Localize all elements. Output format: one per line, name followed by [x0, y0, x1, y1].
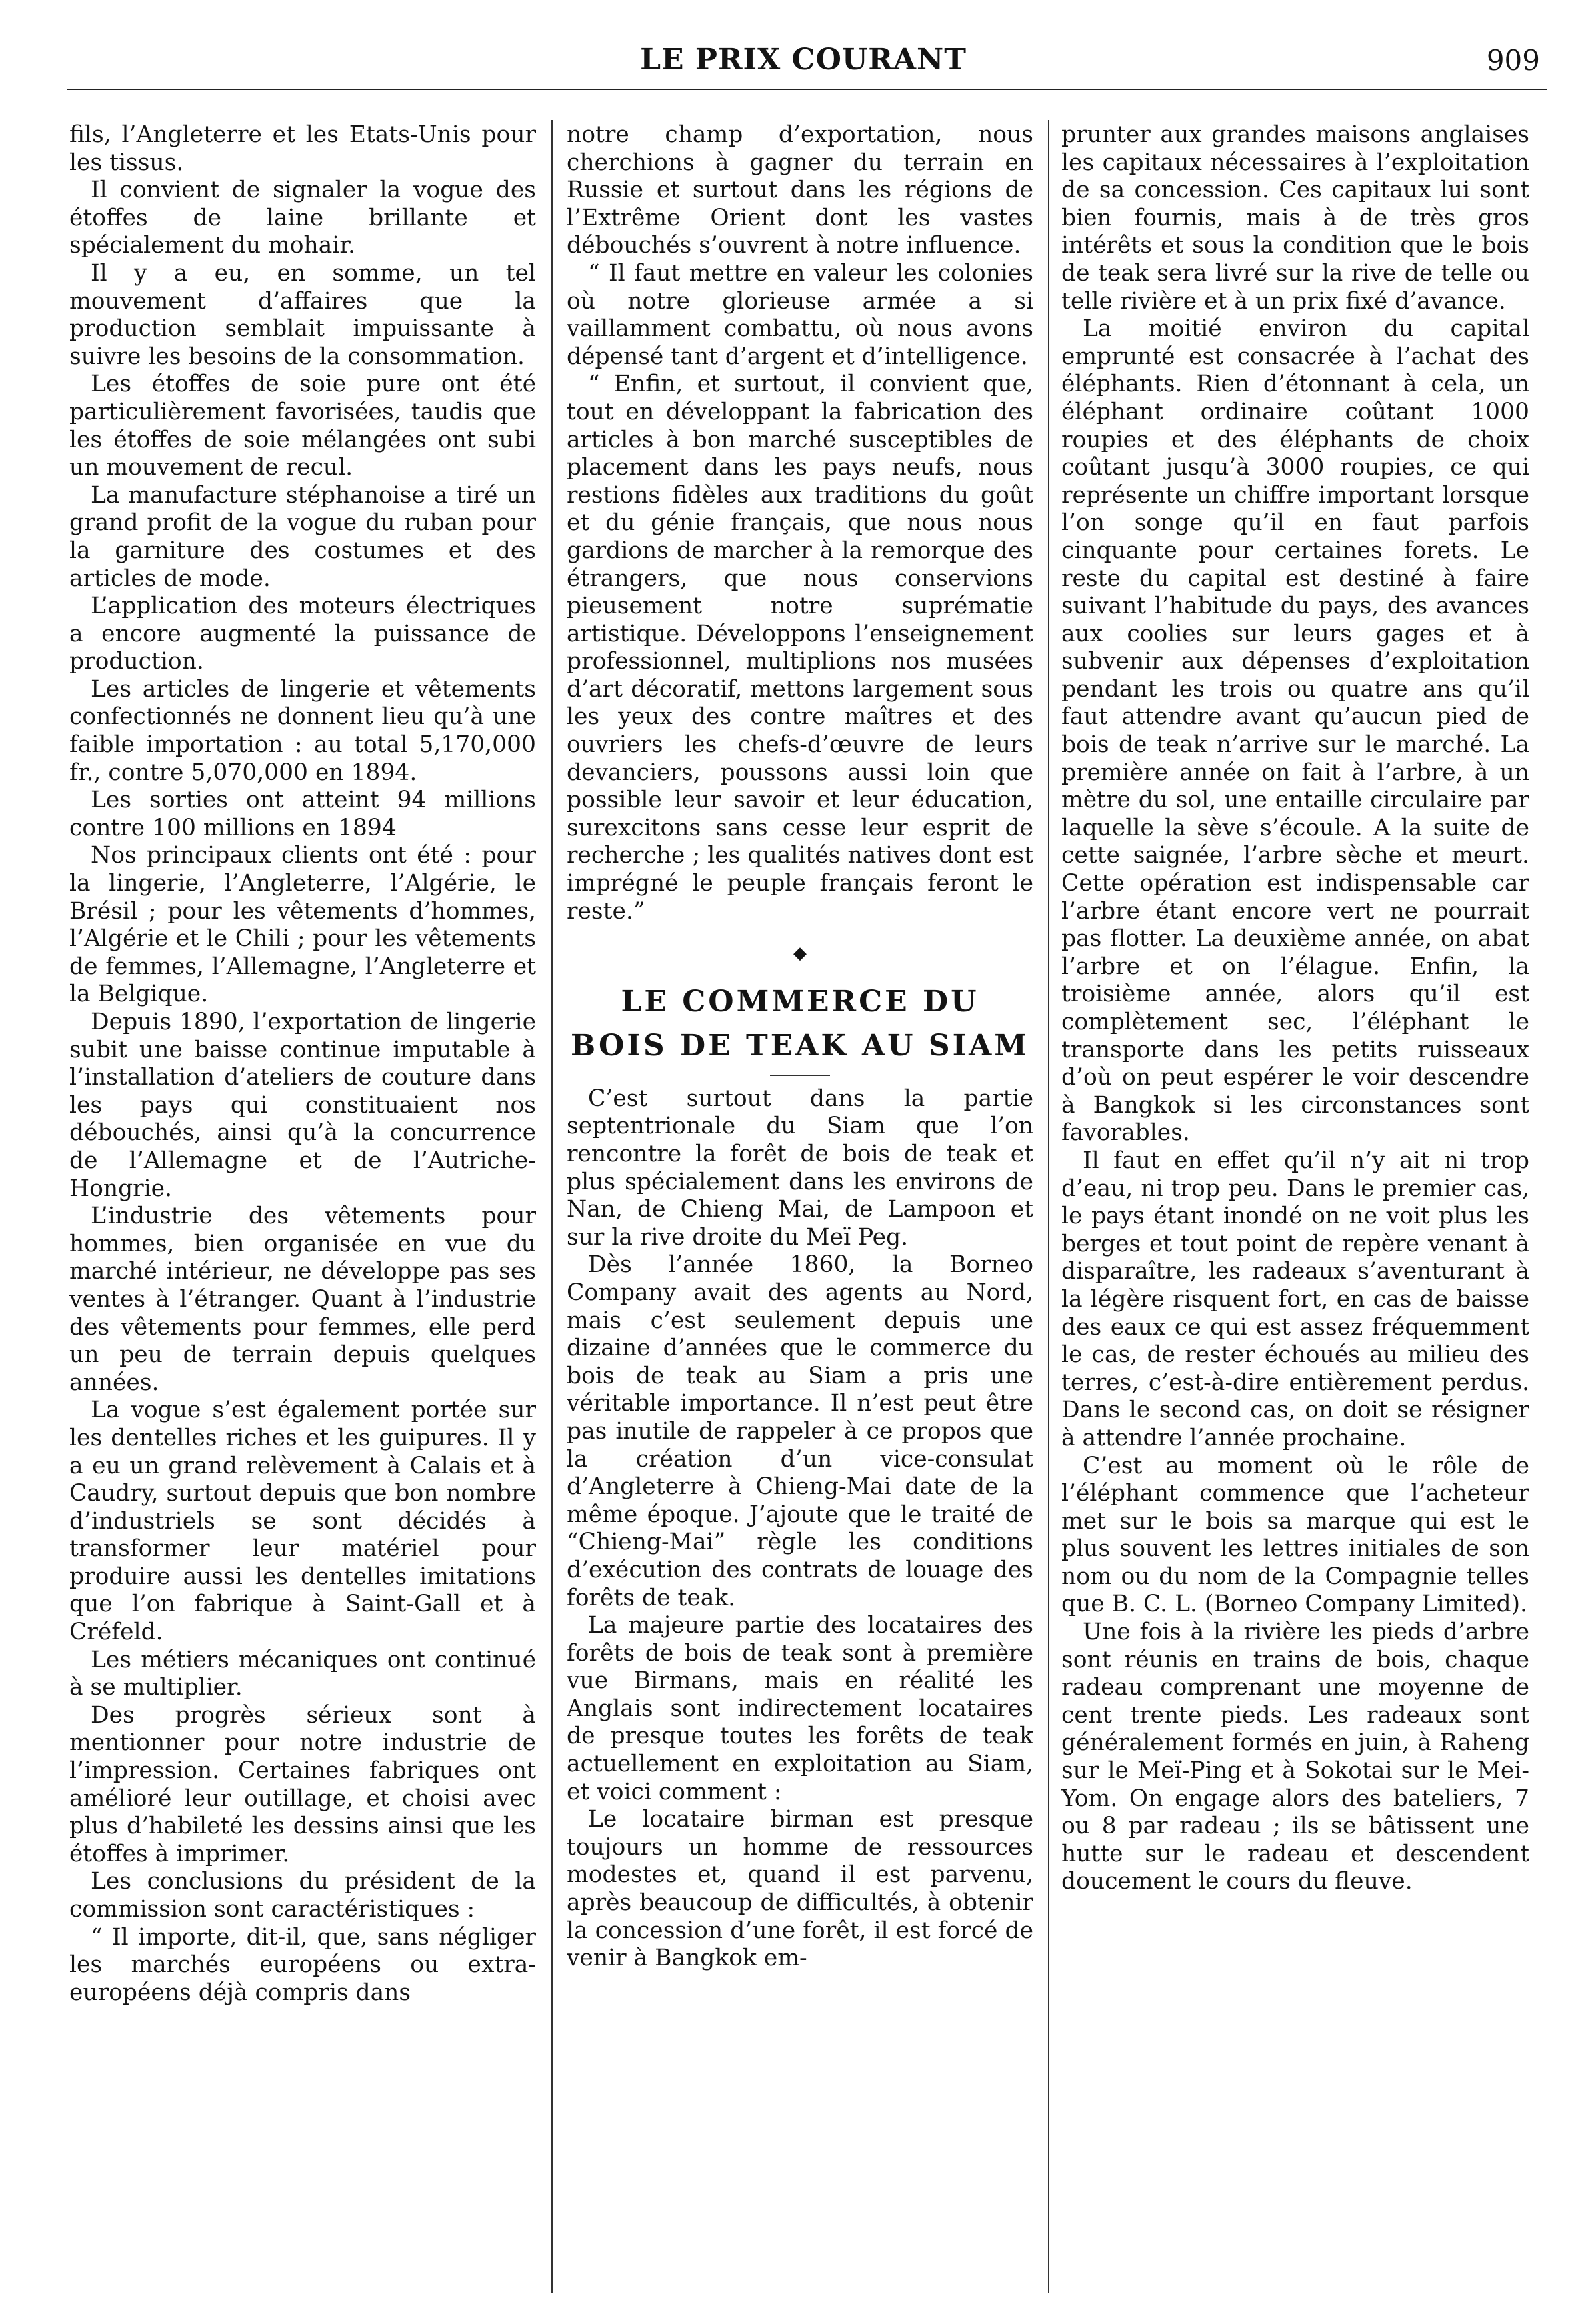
paragraph: Les métiers mécaniques ont continué à se multiplier. [69, 1646, 536, 1701]
paragraph: Une fois à la rivière les pieds d’arbre sont réunis en trains de bois, chaque radeau comprenant une moyenne de cent trente pieds. Les radeaux sont généralement formés en juin, à Raheng sur le Meï-Ping et à Sokotai sur le Mei-Yom. On engage alors des bateliers, 7 ou 8 par radeau ; ils se bâtissent une hutte sur le radeau et descendent doucement le cours du fleuve. [1061, 1619, 1529, 1895]
paragraph: prunter aux grandes maisons anglaises les capitaux nécessaires à l’exploitation de sa concession. Ces capitaux lui sont bien fournis, mais à de très gros intérêts et sous la condition que le bois de teak sera livré sur la rive de telle ou telle rivière et à un prix fixé d’avance. [1061, 121, 1529, 315]
paragraph: L’application des moteurs électriques a encore augmenté la puissance de production. [69, 593, 536, 675]
paragraph: “ Enfin, et surtout, il convient que, tout en développant la fabrication des articles à bon marché susceptibles de placement dans les pays neufs, nous restions fidèles aux traditions du goût et du génie français, que nous nous gardions de marcher à la remorque des étrangers, que nous conservions pieusement notre suprématie artistique. Développons l’enseignement professionnel, multiplions nos musées d’art décoratif, mettons largement sous les yeux des contre maîtres et des ouvriers les chefs-d’œuvre de leurs devanciers, poussons aussi loin que possible leur savoir et leur éducation, surexcitons sans cesse leur esprit de recherche ; les qualités natives dont est imprégné le peuple français feront le reste.” [567, 371, 1033, 925]
paragraph: C’est au moment où le rôle de l’éléphant commence que l’acheteur met sur le bois sa marque qui est le plus souvent les lettres initiales de son nom ou du nom de la Compagnie telles que B. C. L. (Borneo Company Limited). [1061, 1452, 1529, 1618]
paragraph: Il y a eu, en somme, un tel mouvement d’affaires que la production semblait impuissante à suivre les besoins de la consommation. [69, 259, 536, 370]
paragraph: La vogue s’est également portée sur les dentelles riches et les guipures. Il y a eu un grand relèvement à Calais et à Caudry, surtout depuis que bon nombre d’industriels se sont décidés à transformer leur matériel pour produire aussi les dentelles imitations que l’on fabrique à Saint-Gall et à Créfeld. [69, 1397, 536, 1646]
paragraph: “ Il importe, dit-il, que, sans négliger les marchés européens ou extra-européens déjà compris dans [69, 1923, 536, 2006]
ornament-divider: ◆ [793, 943, 807, 964]
page-header [67, 40, 1540, 87]
paragraph: Les conclusions du président de la commission sont caractéristiques : [69, 1868, 536, 1923]
running-title: LE PRIX COURANT [640, 43, 967, 77]
column-divider-right [1048, 120, 1049, 2293]
paragraph: fils, l’Angleterre et les Etats-Unis pour les tissus. [69, 121, 536, 176]
paragraph: Dès l’année 1860, la Borneo Company avait des agents au Nord, mais c’est seulement depuis une dizaine d’années que le commerce du bois de teak au Siam a pris une véritable importance. Il n’est peut être pas inutile de rappeler à ce propos que la création d’un vice-consulat d’Angleterre à Chieng-Mai date de la même époque. J’ajoute que le traité de “Chieng-Mai” règle les conditions d’exécution des contrats de louage des forêts de teak. [567, 1251, 1033, 1611]
column-3 [1061, 121, 1529, 2295]
column-2 [567, 121, 1033, 2295]
paragraph: Depuis 1890, l’exportation de lingerie subit une baisse continue imputable à l’installation d’ateliers de couture dans les pays qui constituaient nos débouchés, ainsi qu’à la concurrence de l’Allemagne et de l’Autriche-Hongrie. [69, 1009, 536, 1202]
paragraph: “ Il faut mettre en valeur les colonies où notre glorieuse armée a si vaillamment combattu, où nous avons dépensé tant d’argent et d’intelligence. [567, 259, 1033, 370]
paragraph: L’industrie des vêtements pour hommes, bien organisée en vue du marché intérieur, ne développe pas ses ventes à l’étranger. Quant à l’industrie des vêtements pour femmes, elle perd un peu de terrain depuis quelques années. [69, 1203, 536, 1396]
page-number: 909 [1486, 44, 1540, 77]
paragraph: Il faut en effet qu’il n’y ait ni trop d’eau, ni trop peu. Dans le premier cas, le pays étant inondé on ne voit plus les berges et tout point de repère venant à disparaître, les radeaux s’aventurant à la légère risquent fort, en cas de baisse des eaux ce qui est assez fréquemment le cas, de rester échoués au milieu des terres, c’est-à-dire entièrement perdus. Dans le second cas, on doit se résigner à attendre l’année prochaine. [1061, 1147, 1529, 1451]
column-1 [69, 121, 536, 2295]
header-rule [67, 89, 1547, 91]
paragraph: Les étoffes de soie pure ont été particulièrement favorisées, taudis que les étoffes de soie mélangées ont subi un mouvement de recul. [69, 371, 536, 481]
paragraph: Des progrès sérieux sont à mentionner pour notre industrie de l’impression. Certaines fabriques ont amélioré leur outillage, et choisi avec plus d’habileté les dessins ainsi que les étoffes à imprimer. [69, 1701, 536, 1867]
paragraph: Les articles de lingerie et vêtements confectionnés ne donnent lieu qu’à une faible importation : au total 5,170,000 fr., contre 5,070,000 en 1894. [69, 675, 536, 786]
paragraph: Le locataire birman est presque toujours un homme de ressources modestes et, quand il est parvenu, après beaucoup de difficultés, à obtenir la concession d’une forêt, il est forcé de venir à Bangkok em- [567, 1806, 1033, 1972]
paragraph: La manufacture stéphanoise a tiré un grand profit de la vogue du ruban pour la garniture des costumes et des articles de mode. [69, 481, 536, 592]
paragraph: Nos principaux clients ont été : pour la lingerie, l’Angleterre, l’Algérie, le Brésil ; pour les vêtements d’hommes, l’Algérie et le Chili ; pour les vêtements de femmes, l’Allemagne, l’Angleterre et la Belgique. [69, 842, 536, 1008]
paragraph: Il convient de signaler la vogue des étoffes de laine brillante et spécialement du mohair. [69, 177, 536, 259]
paragraph: La majeure partie des locataires des forêts de bois de teak sont à première vue Birmans, mais en réalité les Anglais sont indirectement locataires de presque toutes les forêts de teak actuellement en exploitation au Siam, et voici comment : [567, 1612, 1033, 1805]
column-divider-left [551, 120, 553, 2293]
paragraph: Les sorties ont atteint 94 millions contre 100 millions en 1894 [69, 787, 536, 841]
paragraph: La moitié environ du capital emprunté est consacrée à l’achat des éléphants. Rien d’étonnant à cela, un éléphant ordinaire coûtant 1000 roupies et des éléphants de choix coûtant jusqu’à 3000 roupies, ce qui représente un chiffre important lorsque l’on songe qu’il en faut parfois cinquante pour certaines forets. Le reste du capital est destiné à faire suivant l’habitude du pays, des avances aux coolies sur leurs gages et à subvenir aux dépenses d’exploitation pendant les trois ou quatre ans qu’il faut attendre avant qu’aucun pied de bois de teak n’arrive sur le marché. La première année on fait à l’arbre, à un mètre du sol, une entaille circulaire par laquelle la sève s’écoule. A la suite de cette saignée, l’arbre sèche et meurt. Cette opération est indispensable car l’arbre étant encore vert ne pourrait pas flotter. La deuxième année, on abat l’arbre et on l’élague. Enfin, la troisième année, alors qu’il est complètement sec, l’éléphant le transporte dans les petits ruisseaux d’où on peut espérer le voir descendre à Bangkok si les circonstances sont favorables. [1061, 315, 1529, 1147]
title-rule [770, 1075, 830, 1076]
paragraph: notre champ d’exportation, nous cherchions à gagner du terrain en Russie et surtout dans les régions de l’Extrême Orient dont les vastes débouchés s’ouvrent à notre influence. [567, 121, 1033, 259]
paragraph: C’est surtout dans la partie septentrionale du Siam que l’on rencontre la forêt de bois de teak et plus spécialement dans les environs de Nan, de Chieng Mai, de Lampoon et sur la rive droite du Meï Peg. [567, 1085, 1033, 1251]
article-title: LE COMMERCE DU BOIS DE TEAK AU SIAM [570, 984, 1030, 1063]
